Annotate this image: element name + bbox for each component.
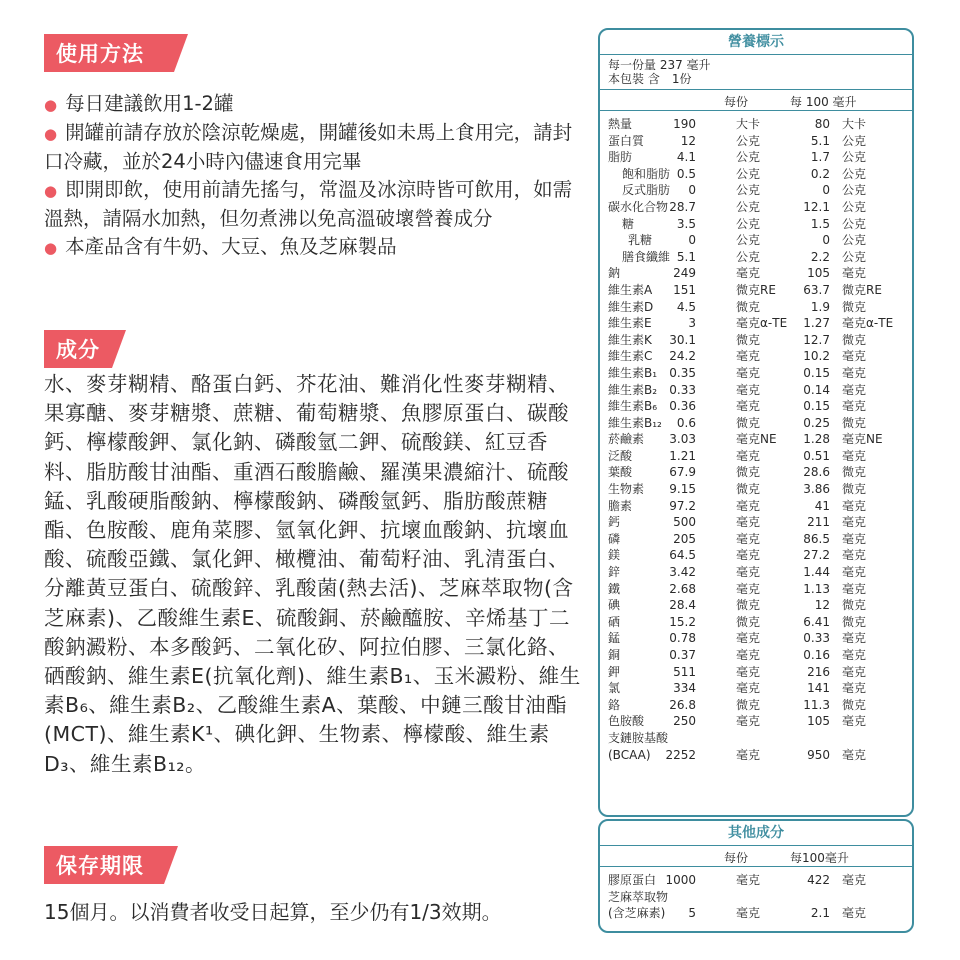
cell-name: 維生素K: [608, 332, 652, 347]
cell-u2: 毫克: [842, 266, 867, 281]
cell-u2: 毫克: [842, 873, 867, 887]
cell-u1: 毫克NE: [736, 432, 777, 447]
nutrition-row: [600, 283, 912, 300]
cell-u2: 毫克: [842, 448, 867, 463]
nutrition-row: [600, 183, 912, 200]
cell-v2: 3.86: [803, 482, 830, 497]
nutrition-row: [600, 167, 912, 184]
cell-v2: 1.27: [803, 316, 830, 331]
cell-name: 乳糖: [628, 233, 653, 248]
cell-u2: 毫克: [842, 349, 867, 364]
cell-v1: 500: [673, 515, 696, 530]
nutrition-rows: [600, 111, 912, 764]
nutrition-row: [600, 665, 912, 682]
cell-u1: 毫克: [736, 565, 761, 580]
nutrition-row: [600, 748, 912, 765]
nutrition-row: [600, 300, 912, 317]
cell-v1: 5: [688, 906, 696, 920]
usage-item: ● 每日建議飲用1-2罐: [44, 92, 234, 115]
cell-u1: 毫克: [736, 906, 761, 920]
cell-v2: 27.2: [803, 548, 830, 563]
cell-v2: 1.9: [810, 299, 830, 314]
cell-v2: 105: [807, 714, 830, 729]
cell-v2: 0.15: [803, 365, 830, 380]
cell-name: 維生素B₆: [608, 399, 658, 414]
cell-u1: 微克: [736, 598, 761, 613]
cell-v2: 10.2: [803, 349, 830, 364]
cell-v1: 67.9: [669, 465, 696, 480]
cell-u1: 毫克: [736, 548, 761, 563]
nutrition-row: [600, 681, 912, 698]
cell-v2: 105: [807, 266, 830, 281]
nutrition-column-header: [600, 90, 912, 111]
col-per-100ml: 每100毫升: [790, 851, 849, 865]
cell-u2: 毫克α-TE: [842, 316, 894, 331]
cell-v2: 2.2: [810, 249, 830, 264]
cell-u2: 微克: [842, 697, 867, 712]
nutrition-row: [600, 598, 912, 615]
cell-u2: 公克: [842, 199, 867, 214]
nutrition-row: [600, 449, 912, 466]
cell-v2: 1.44: [803, 565, 830, 580]
cell-u1: 毫克: [736, 581, 761, 596]
nutrition-row: [600, 134, 912, 151]
cell-u2: 毫克: [842, 648, 867, 662]
cell-v2: 6.41: [803, 614, 830, 629]
cell-v1: 2.68: [669, 581, 696, 596]
cell-name: 碘: [608, 598, 621, 613]
cell-name: 維生素A: [608, 282, 653, 297]
cell-u2: 毫克: [842, 664, 867, 679]
cell-u1: 毫克: [736, 747, 761, 762]
cell-name: 葉酸: [608, 465, 633, 480]
usage-heading: 使用方法: [56, 42, 144, 66]
cell-name: 膳食纖維: [622, 249, 671, 264]
cell-name: 支鏈胺基酸: [608, 730, 669, 745]
cell-name: 銅: [608, 648, 621, 662]
usage-item: ● 即開即飲，使用前請先搖勻，常溫及冰涼時皆可飲用，如需溫熱，請隔水加熱，但勿煮沸以免高溫破壞營養成分: [44, 178, 573, 230]
cell-v2: 0.25: [803, 415, 830, 430]
cell-u1: 毫克α-TE: [736, 316, 788, 331]
cell-v2: 12.7: [803, 332, 830, 347]
cell-v1: 4.1: [676, 150, 696, 165]
usage-item: ● 開罐前請存放於陰涼乾燥處，開罐後如未馬上食用完，請封口冷藏，並於24小時內儘速食用完畢: [44, 121, 573, 173]
other-ingredients-table: [598, 819, 914, 933]
cell-name: (BCAA): [608, 747, 651, 762]
nutrition-row: [600, 499, 912, 516]
cell-u2: 毫克: [842, 714, 867, 729]
cell-v1: 64.5: [669, 548, 696, 563]
nutrition-row: [600, 416, 912, 433]
cell-u2: 毫克: [842, 631, 867, 646]
cell-u2: 微克: [842, 598, 867, 613]
nutrition-row: [600, 117, 912, 134]
cell-v1: 0.36: [669, 399, 696, 414]
nutrition-row: [600, 366, 912, 383]
nutrition-row: [600, 482, 912, 499]
cell-u1: 毫克: [736, 498, 761, 513]
cell-u1: 毫克: [736, 266, 761, 281]
cell-v1: 3.03: [669, 432, 696, 447]
cell-v1: 151: [673, 282, 696, 297]
cell-u2: 毫克: [842, 906, 867, 920]
nutrition-row: [600, 333, 912, 350]
cell-u1: 毫克: [736, 714, 761, 729]
cell-v2: 0.2: [810, 166, 830, 181]
cell-v2: 1.7: [810, 150, 830, 165]
cell-u1: 微克: [736, 415, 761, 430]
cell-v1: 5.1: [676, 249, 696, 264]
serving-size: 每一份量 237 毫升: [608, 58, 711, 72]
nutrition-row: [600, 316, 912, 333]
cell-v1: 3.42: [669, 565, 696, 580]
cell-u1: 公克: [736, 216, 761, 231]
cell-v2: 0.33: [803, 631, 830, 646]
nutrition-row: [600, 631, 912, 648]
nutrition-row: [600, 648, 912, 665]
cell-name: 碳水化合物: [608, 199, 669, 214]
nutrition-row: [600, 217, 912, 234]
cell-u2: 毫克: [842, 399, 867, 414]
cell-v1: 3: [688, 316, 696, 331]
bullet-icon: ●: [44, 182, 58, 200]
cell-u2: 毫克: [842, 515, 867, 530]
cell-v1: 3.5: [676, 216, 696, 231]
cell-u2: 公克: [842, 166, 867, 181]
cell-u1: 大卡: [736, 117, 761, 131]
nutrition-row: [600, 565, 912, 582]
cell-v1: 1.21: [669, 448, 696, 463]
cell-v1: 2252: [665, 747, 696, 762]
cell-u1: 微克: [736, 465, 761, 480]
cell-name: 脂肪: [608, 150, 633, 165]
cell-v2: 0.15: [803, 399, 830, 414]
nutrition-row: [600, 233, 912, 250]
cell-v1: 250: [673, 714, 696, 729]
cell-v2: 216: [807, 664, 830, 679]
nutrition-row: [600, 698, 912, 715]
cell-u1: 毫克: [736, 531, 761, 546]
cell-name: 膽素: [608, 498, 633, 513]
cell-u2: 毫克NE: [842, 432, 883, 447]
col-per-100ml: 每 100 毫升: [790, 95, 857, 109]
cell-u2: 毫克: [842, 565, 867, 580]
cell-u1: 微克: [736, 332, 761, 347]
cell-u2: 微克: [842, 415, 867, 430]
cell-v2: 63.7: [803, 282, 830, 297]
cell-v1: 511: [673, 664, 696, 679]
cell-v1: 0.6: [676, 415, 696, 430]
cell-v1: 28.7: [669, 199, 696, 214]
cell-u1: 公克: [736, 150, 761, 165]
cell-v1: 249: [673, 266, 696, 281]
cell-u2: 毫克: [842, 498, 867, 513]
cell-name: 錳: [608, 631, 621, 646]
cell-name: 鎂: [608, 548, 621, 563]
cell-u1: 毫克: [736, 664, 761, 679]
nutrition-row: [600, 548, 912, 565]
cell-name: 鉀: [608, 664, 621, 679]
cell-v2: 0.51: [803, 448, 830, 463]
cell-u1: 毫克: [736, 365, 761, 380]
cell-u1: 毫克: [736, 399, 761, 414]
bullet-icon: ●: [44, 239, 58, 257]
cell-u2: 毫克: [842, 531, 867, 546]
cell-v1: 334: [673, 681, 696, 696]
cell-u2: 公克: [842, 233, 867, 248]
cell-name: 維生素D: [608, 299, 654, 314]
cell-name: 芝麻萃取物: [608, 889, 669, 904]
cell-u2: 毫克: [842, 365, 867, 380]
nutrition-row: [600, 714, 912, 731]
cell-name: 硒: [608, 614, 621, 629]
cell-name: (含芝麻素): [608, 906, 666, 920]
cell-v1: 15.2: [669, 614, 696, 629]
nutrition-row: [600, 532, 912, 549]
cell-v2: 141: [807, 681, 830, 696]
cell-name: 維生素E: [608, 316, 652, 331]
cell-name: 泛酸: [608, 448, 633, 463]
nutrition-title: 營養標示: [600, 30, 912, 55]
cell-v1: 1000: [665, 873, 696, 887]
cell-v1: 30.1: [669, 332, 696, 347]
cell-u1: 毫克: [736, 349, 761, 364]
bullet-icon: ●: [44, 96, 58, 114]
cell-v2: 2.1: [810, 906, 830, 920]
cell-u1: 毫克: [736, 648, 761, 662]
cell-u1: 公克: [736, 133, 761, 148]
cell-u1: 毫克: [736, 382, 761, 397]
cell-u2: 公克: [842, 150, 867, 165]
cell-name: 膠原蛋白: [608, 873, 657, 887]
cell-u1: 公克: [736, 233, 761, 248]
nutrition-row: [600, 150, 912, 167]
cell-name: 糖: [622, 216, 635, 231]
col-per-serving: 每份: [724, 95, 749, 109]
cell-u1: 微克: [736, 697, 761, 712]
nutrition-row: [600, 615, 912, 632]
col-per-serving: 每份: [724, 851, 749, 865]
cell-v2: 1.5: [810, 216, 830, 231]
cell-v1: 190: [673, 117, 696, 131]
cell-u1: 公克: [736, 199, 761, 214]
cell-v1: 0: [688, 183, 696, 198]
cell-v2: 28.6: [803, 465, 830, 480]
cell-v1: 0.5: [676, 166, 696, 181]
other-rows: [600, 867, 912, 923]
cell-v2: 0.14: [803, 382, 830, 397]
cell-v1: 28.4: [669, 598, 696, 613]
cell-u2: 公克: [842, 183, 867, 198]
cell-u2: 公克: [842, 216, 867, 231]
other-title: 其他成分: [600, 821, 912, 846]
cell-v2: 80: [814, 117, 830, 131]
cell-u1: 微克RE: [736, 282, 776, 297]
cell-u2: 公克: [842, 249, 867, 264]
usage-item: ● 本產品含有牛奶、大豆、魚及芝麻製品: [44, 235, 397, 258]
cell-v1: 0.37: [669, 648, 696, 662]
cell-u1: 毫克: [736, 515, 761, 530]
cell-v2: 0: [822, 183, 830, 198]
cell-name: 反式脂肪: [622, 183, 671, 198]
cell-name: 磷: [608, 531, 621, 546]
cell-name: 維生素B₁: [608, 365, 658, 380]
cell-u2: 毫克: [842, 548, 867, 563]
cell-v2: 11.3: [803, 697, 830, 712]
cell-v2: 422: [807, 873, 830, 887]
cell-v1: 0.35: [669, 365, 696, 380]
cell-name: 鉻: [608, 697, 621, 712]
cell-name: 熱量: [608, 117, 633, 131]
cell-u1: 毫克: [736, 681, 761, 696]
cell-name: 鐵: [608, 581, 621, 596]
cell-name: 鈉: [608, 266, 621, 281]
cell-name: 維生素B₂: [608, 382, 658, 397]
cell-u1: 毫克: [736, 631, 761, 646]
cell-u2: 大卡: [842, 117, 867, 131]
nutrition-row: [600, 349, 912, 366]
nutrition-row: [600, 399, 912, 416]
cell-v2: 211: [807, 515, 830, 530]
cell-v2: 0.16: [803, 648, 830, 662]
cell-u2: 微克: [842, 482, 867, 497]
nutrition-row: [600, 582, 912, 599]
cell-u1: 公克: [736, 166, 761, 181]
cell-v2: 41: [814, 498, 830, 513]
cell-u2: 毫克: [842, 747, 867, 762]
cell-u2: 微克: [842, 465, 867, 480]
usage-heading-tag: [44, 34, 144, 72]
nutrition-row: [600, 731, 912, 748]
ingredients-text: 水、麥芽糊精、酪蛋白鈣、芥花油、難消化性麥芽糊精、果寡醣、麥芽糖漿、蔗糖、葡萄糖漿、魚膠原蛋白、碳酸鈣、檸檬酸鉀、氯化鈉、磷酸氫二鉀、硫酸鎂、紅豆香料、脂肪酸甘油酯、重酒石酸膽鹼、羅漢果濃縮汁、硫酸錳、乳酸硬脂酸鈉、檸檬酸鈉、磷酸氫鈣、脂肪酸蔗糖酯、色胺酸、鹿角菜膠、氫氧化鉀、抗壞血酸鈉、抗壞血酸、硫酸亞鐵、氯化鉀、橄欖油、葡萄籽油、乳清蛋白、分離黃豆蛋白、硫酸鋅、乳酸菌(熱去活)、芝麻萃取物(含芝麻素)、乙酸維生素E、硫酸銅、菸鹼醯胺、辛烯基丁二酸鈉澱粉、本多酸鈣、二氧化矽、阿拉伯膠、三氯化鉻、硒酸鈉、維生素E(抗氧化劑)、維生素B₁、玉米澱粉、維生素B₆、維生素B₂、乙酸維生素A、葉酸、中鏈三酸甘油酯(MCT)、維生素K¹、碘化鉀、生物素、檸檬酸、維生素D₃、維生素B₁₂。: [44, 372, 581, 776]
cell-v2: 86.5: [803, 531, 830, 546]
cell-u1: 微克: [736, 299, 761, 314]
nutrition-facts-table: [598, 28, 914, 817]
cell-u2: 毫克: [842, 382, 867, 397]
bullet-icon: ●: [44, 125, 58, 143]
cell-u2: 微克: [842, 299, 867, 314]
cell-v2: 1.13: [803, 581, 830, 596]
cell-v1: 9.15: [669, 482, 696, 497]
cell-v1: 205: [673, 531, 696, 546]
shelf-life-heading-tag: [44, 846, 144, 884]
cell-u1: 公克: [736, 249, 761, 264]
nutrition-row: [600, 906, 912, 923]
cell-v2: 12.1: [803, 199, 830, 214]
cell-v1: 12: [680, 133, 696, 148]
serving-info: [600, 55, 912, 90]
cell-u2: 毫克: [842, 581, 867, 596]
cell-u2: 毫克: [842, 681, 867, 696]
cell-u1: 微克: [736, 482, 761, 497]
usage-list: [44, 90, 584, 262]
cell-name: 維生素C: [608, 349, 653, 364]
cell-name: 維生素B₁₂: [608, 415, 662, 430]
cell-v1: 24.2: [669, 349, 696, 364]
cell-v1: 0.78: [669, 631, 696, 646]
cell-u2: 微克: [842, 332, 867, 347]
cell-v1: 4.5: [676, 299, 696, 314]
nutrition-row: [600, 465, 912, 482]
cell-name: 生物素: [608, 482, 645, 497]
cell-v2: 12: [814, 598, 830, 613]
cell-v2: 950: [807, 747, 830, 762]
ingredients-heading: 成分: [56, 338, 100, 362]
shelf-life-heading: 保存期限: [56, 854, 144, 878]
nutrition-row: [600, 250, 912, 267]
nutrition-row: [600, 873, 912, 890]
cell-v2: 0: [822, 233, 830, 248]
cell-u1: 公克: [736, 183, 761, 198]
cell-name: 飽和脂肪: [622, 166, 671, 181]
ingredients-heading-tag: [44, 330, 100, 368]
cell-u1: 毫克: [736, 873, 761, 887]
nutrition-row: [600, 515, 912, 532]
cell-name: 鋅: [608, 565, 621, 580]
cell-name: 氯: [608, 681, 621, 696]
nutrition-row: [600, 266, 912, 283]
nutrition-row: [600, 890, 912, 907]
cell-name: 鈣: [608, 515, 621, 530]
other-column-header: [600, 846, 912, 867]
cell-u2: 公克: [842, 133, 867, 148]
cell-v2: 1.28: [803, 432, 830, 447]
cell-u1: 微克: [736, 614, 761, 629]
cell-v2: 5.1: [810, 133, 830, 148]
nutrition-row: [600, 383, 912, 400]
cell-u1: 毫克: [736, 448, 761, 463]
shelf-life-text: 15個月。以消費者收受日起算，至少仍有1/3效期。: [44, 900, 502, 924]
cell-v1: 97.2: [669, 498, 696, 513]
cell-v1: 0.33: [669, 382, 696, 397]
cell-name: 色胺酸: [608, 714, 645, 729]
cell-u2: 微克: [842, 614, 867, 629]
cell-v1: 0: [688, 233, 696, 248]
servings-per-package: 本包裝 含 1份: [608, 72, 692, 86]
cell-u2: 微克RE: [842, 282, 882, 297]
nutrition-row: [600, 200, 912, 217]
nutrition-row: [600, 432, 912, 449]
cell-name: 蛋白質: [608, 133, 645, 148]
cell-v1: 26.8: [669, 697, 696, 712]
cell-name: 菸鹼素: [608, 432, 645, 447]
